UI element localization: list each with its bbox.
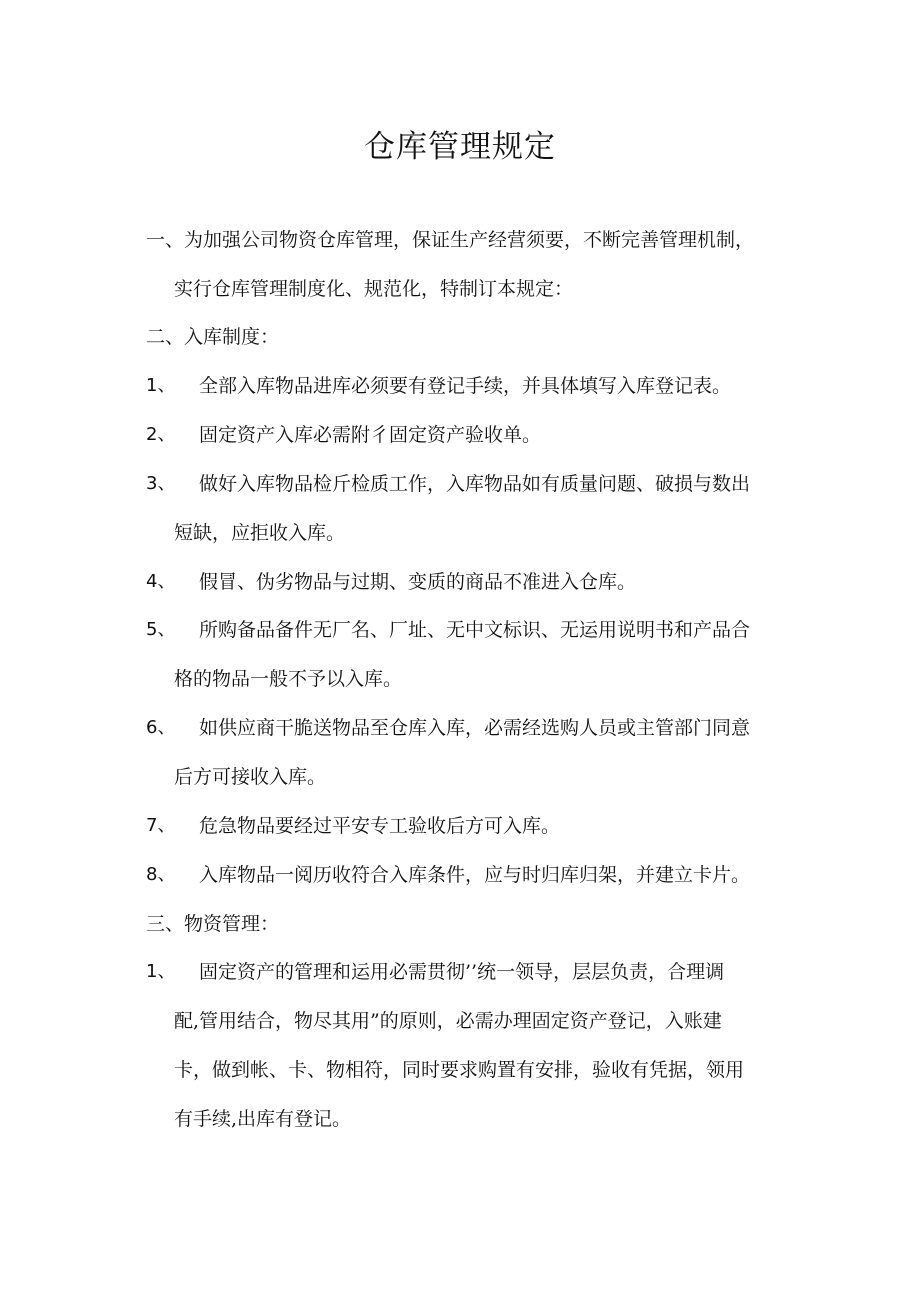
list-item-text: 假冒、伪劣物品与过期、变质的商品不准进入仓库。 — [199, 571, 637, 593]
section-3-heading: 三、物资管理： — [146, 913, 280, 935]
list-item-number: 7、 — [146, 815, 176, 836]
list-item-number: 1、 — [146, 961, 176, 982]
list-item-text: 做好入库物品检斤检质工作，入库物品如有质量问题、破损与数出 — [199, 473, 751, 495]
list-item-number: 3、 — [146, 473, 176, 494]
list-item-text: 如供应商干脆送物品至仓库入库，必需经选购人员或主管部门同意 — [199, 717, 751, 739]
list-item-number: 1、 — [146, 375, 176, 396]
list-item-text-continued: 格的物品一般不予以入库。 — [174, 668, 403, 690]
list-item-number: 2、 — [146, 424, 176, 445]
list-item-number: 4、 — [146, 571, 176, 592]
list-item-number: 5、 — [146, 619, 176, 640]
list-item-text: 危急物品要经过平安专工验收后方可入库。 — [199, 815, 561, 837]
list-item-text: 固定资产入库必需附彳固定资产验收单。 — [199, 424, 542, 446]
list-item-text: 所购备品备件无厂名、厂址、无中文标识、无运用说明书和产品合 — [199, 619, 751, 641]
list-item-text-continued: 后方可接收入库。 — [174, 766, 327, 788]
list-item-text-continued: 配,管用结合，物尽其用”的原则，必需办理固定资产登记，入账建 — [174, 1010, 722, 1032]
list-item-text: 全部入库物品进库必须要有登记手续，并具体填写入库登记表。 — [199, 375, 732, 397]
section-1-line-2: 实行仓库管理制度化、规范化，特制订本规定： — [174, 278, 574, 300]
list-item-number: 6、 — [146, 717, 176, 738]
list-item-text: 固定资产的管理和运用必需贯彻’’统一领导，层层负责，合理调 — [199, 961, 725, 983]
list-item-text-continued: 有手续,出库有登记。 — [174, 1108, 352, 1130]
list-item-text-continued: 短缺，应拒收入库。 — [174, 522, 346, 544]
list-item-text-continued: 卡，做到帐、卡、物相符，同时要求购置有安排，验收有凭据，领用 — [174, 1059, 745, 1081]
section-1-line-1: 一、为加强公司物资仓库管理，保证生产经营须要，不断完善管理机制， — [146, 229, 755, 251]
section-2-heading: 二、入库制度： — [146, 326, 280, 348]
list-item-number: 8、 — [146, 864, 176, 885]
list-item-text: 入库物品一阅历收符合入库条件，应与时归库归架，并建立卡片。 — [199, 864, 751, 886]
page-title: 仓库管理规定 — [364, 129, 556, 165]
